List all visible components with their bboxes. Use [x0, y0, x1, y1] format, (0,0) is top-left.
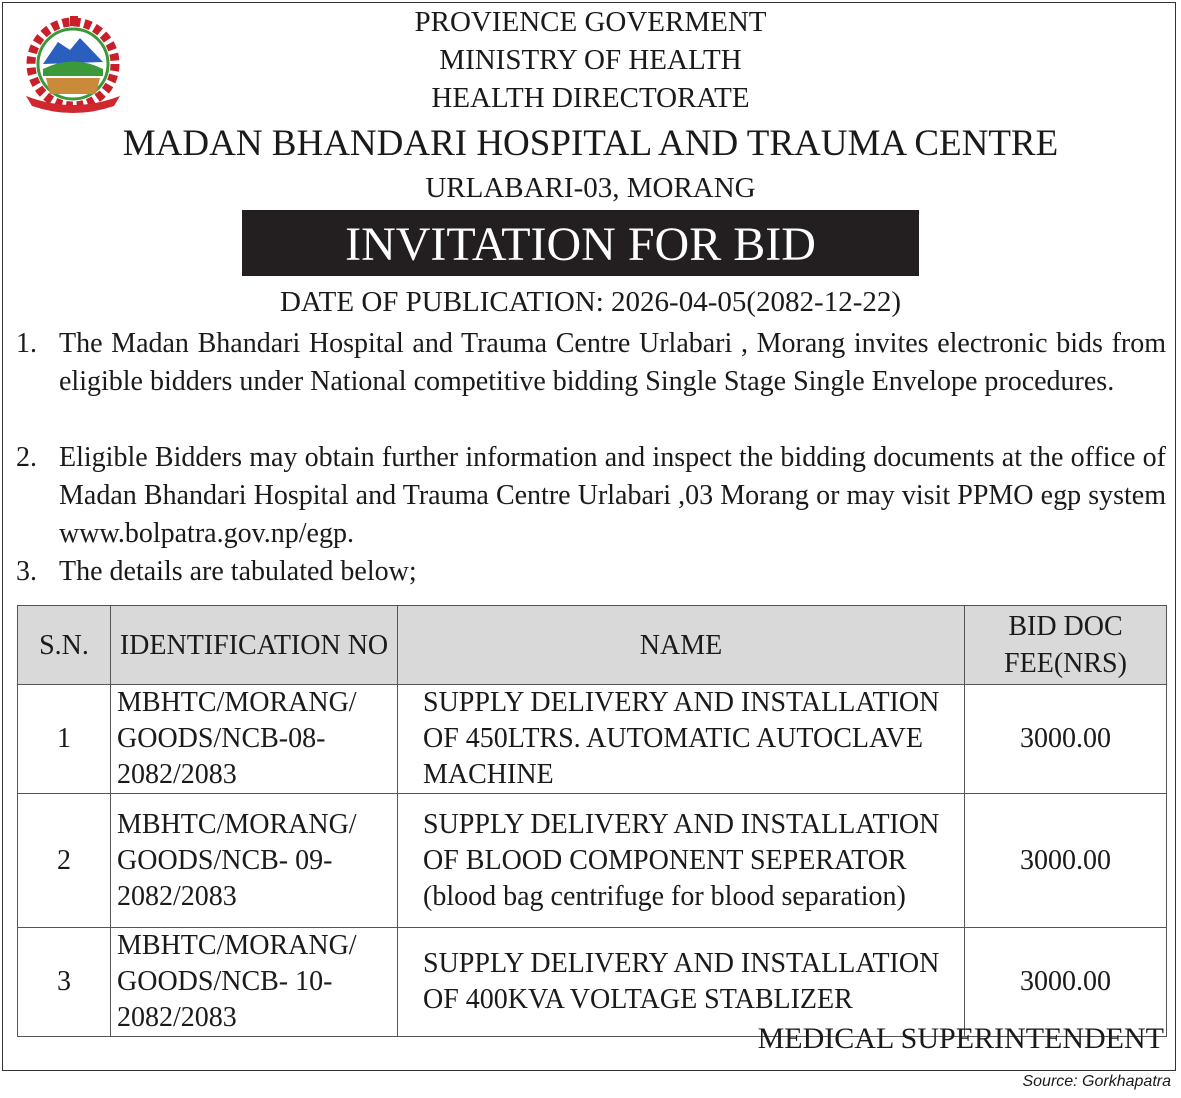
signature: MEDICAL SUPERINTENDENT	[757, 1022, 1164, 1055]
cell-sn: 1	[18, 685, 111, 794]
header-sn: S.N.	[18, 606, 111, 685]
cell-fee: 3000.00	[965, 685, 1167, 794]
province-government-line: PROVIENCE GOVERMENT	[414, 6, 767, 38]
cell-fee: 3000.00	[965, 794, 1167, 928]
address: URLABARI-03, MORANG	[425, 172, 756, 204]
paragraph-number: 2.	[16, 442, 37, 473]
paragraph-number: 1.	[16, 328, 37, 359]
cell-fee: 3000.00	[965, 928, 1167, 1037]
cell-name: SUPPLY DELIVERY AND INSTALLATION OF 450LTRS. AUTOMATIC AUTOCLAVE MACHINE	[398, 685, 965, 794]
publication-date: DATE OF PUBLICATION: 2026-04-05(2082-12-22)	[279, 286, 902, 318]
invitation-banner: INVITATION FOR BID	[242, 210, 919, 276]
hospital-name: MADAN BHANDARI HOSPITAL AND TRAUMA CENTRE	[122, 123, 1059, 164]
directorate-line: HEALTH DIRECTORATE	[431, 82, 750, 114]
cell-id: MBHTC/MORANG/ GOODS/NCB- 09- 2082/2083	[111, 794, 398, 928]
header-id: IDENTIFICATION NO	[111, 606, 398, 685]
cell-sn: 3	[18, 928, 111, 1037]
paragraph-text: The Madan Bhandari Hospital and Trauma Centre Urlabari , Morang invites electronic bids from eligible bidders under National competitive bidding Single Stage Single Envelope procedures.	[59, 328, 1166, 397]
header-name: NAME	[398, 606, 965, 685]
cell-name: SUPPLY DELIVERY AND INSTALLATION OF 400KVA VOLTAGE STABLIZER	[398, 928, 965, 1037]
paragraph-number: 3.	[16, 556, 37, 587]
bid-table	[17, 605, 1167, 1037]
paragraph-text: The details are tabulated below;	[59, 556, 417, 587]
table-header-row	[18, 606, 1167, 685]
header-fee: BID DOC FEE(NRS)	[965, 606, 1167, 685]
paragraph-text: Eligible Bidders may obtain further information and inspect the bidding documents at the office of Madan Bhandari Hospital and Trauma Centre Urlabari ,03 Morang or may visit PPMO egp system www.bolpatra.gov.np/egp.	[59, 442, 1166, 549]
table-row	[18, 685, 1167, 794]
table-row	[18, 794, 1167, 928]
paragraph-2	[16, 439, 1166, 553]
cell-id: MBHTC/MORANG/ GOODS/NCB-08- 2082/2083	[111, 685, 398, 794]
ministry-line: MINISTRY OF HEALTH	[439, 44, 742, 76]
cell-sn: 2	[18, 794, 111, 928]
paragraph-1	[16, 325, 1166, 401]
cell-id: MBHTC/MORANG/ GOODS/NCB- 10- 2082/2083	[111, 928, 398, 1037]
source-credit: Source: Gorkhapatra	[1022, 1073, 1171, 1090]
table-row	[18, 928, 1167, 1037]
cell-name: SUPPLY DELIVERY AND INSTALLATION OF BLOOD COMPONENT SEPERATOR (blood bag centrifuge for blood separation)	[398, 794, 965, 928]
paragraph-3	[16, 553, 1166, 591]
